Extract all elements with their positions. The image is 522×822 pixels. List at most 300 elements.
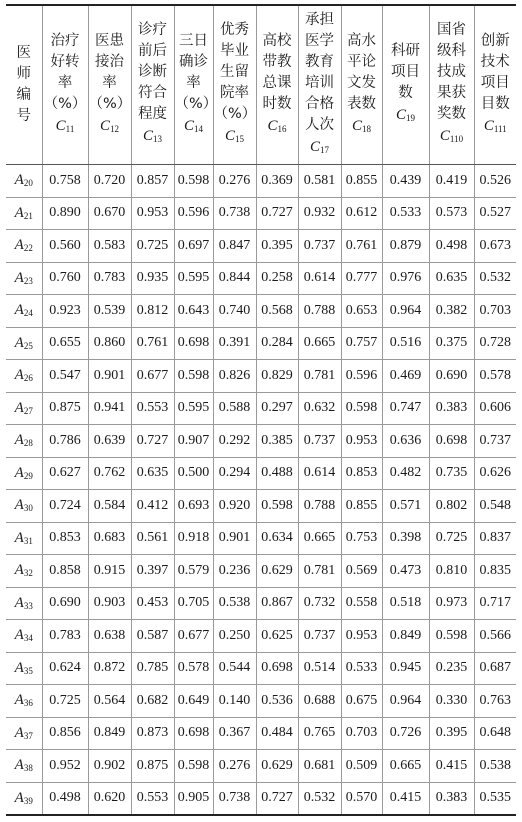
column-header-line: 培训 [305, 74, 334, 91]
physician-id-number: 37 [23, 730, 33, 741]
value-cell: 0.596 [174, 197, 213, 230]
physician-id-number: 21 [23, 210, 33, 221]
column-header-line: 医患 [95, 32, 124, 49]
value-cell: 0.853 [341, 457, 382, 490]
value-cell: 0.415 [429, 750, 474, 783]
physician-id-cell [6, 327, 42, 360]
value-cell: 0.727 [256, 782, 298, 815]
value-cell: 0.250 [213, 620, 256, 653]
physician-id-cell [6, 782, 42, 815]
value-cell: 0.923 [42, 295, 88, 328]
value-cell: 0.727 [131, 425, 174, 458]
value-cell: 0.276 [213, 750, 256, 783]
column-header-line: 平论 [347, 53, 376, 70]
value-cell: 0.777 [341, 262, 382, 295]
column-header-line: 人次 [305, 116, 334, 133]
column-header-line: 技术 [480, 53, 510, 70]
value-cell: 0.140 [213, 685, 256, 718]
value-cell: 0.725 [131, 230, 174, 263]
value-cell: 0.783 [88, 262, 131, 295]
physician-id-cell [6, 425, 42, 458]
column-header-line: 符合 [138, 85, 167, 101]
value-cell: 0.583 [88, 230, 131, 263]
value-cell: 0.578 [174, 652, 213, 685]
value-cell: 0.655 [42, 327, 88, 360]
column-header-line: 毕业 [220, 43, 249, 59]
column-header-line: 生留 [220, 64, 249, 80]
value-cell: 0.235 [429, 652, 474, 685]
physician-id-cell [6, 165, 42, 198]
column-header-line: 程度 [138, 106, 167, 122]
value-cell: 0.294 [213, 457, 256, 490]
physician-id-letter: A [14, 594, 24, 611]
column-header-c14 [174, 6, 218, 165]
value-cell: 0.382 [429, 295, 474, 328]
table-row [6, 490, 516, 523]
value-cell: 0.735 [429, 457, 474, 490]
column-code [342, 116, 382, 140]
value-cell: 0.785 [131, 652, 174, 685]
value-cell: 0.469 [382, 360, 429, 393]
value-cell: 0.705 [174, 587, 213, 620]
value-cell: 0.638 [88, 620, 131, 653]
value-cell: 0.890 [42, 197, 88, 230]
column-header-line: 率 [186, 74, 201, 91]
column-header-line: 诊断 [138, 64, 167, 80]
column-code-subscript: 13 [153, 134, 162, 144]
value-cell: 0.395 [256, 230, 298, 263]
value-cell: 0.581 [298, 165, 341, 198]
value-cell: 0.547 [42, 360, 88, 393]
value-cell: 0.903 [88, 587, 131, 620]
value-cell: 0.665 [298, 327, 341, 360]
value-cell: 0.902 [88, 750, 131, 783]
value-cell: 0.964 [382, 685, 429, 718]
physician-id-letter: A [14, 399, 24, 416]
column-code [175, 116, 213, 140]
value-cell: 0.629 [256, 750, 298, 783]
physician-id-letter: A [14, 659, 24, 676]
value-cell: 0.725 [429, 522, 474, 555]
physician-indicator-table [6, 6, 516, 816]
physician-id-letter: A [14, 302, 24, 319]
value-cell: 0.973 [429, 587, 474, 620]
value-cell: 0.849 [382, 620, 429, 653]
value-cell: 0.484 [256, 717, 298, 750]
value-cell: 0.367 [213, 717, 256, 750]
value-cell: 0.762 [88, 457, 131, 490]
value-cell: 0.915 [88, 555, 131, 588]
value-cell: 0.532 [298, 782, 341, 815]
column-code-letter: C [267, 117, 278, 134]
value-cell: 0.976 [382, 262, 429, 295]
physician-id-cell [6, 392, 42, 425]
value-cell: 0.553 [131, 392, 174, 425]
physician-id-letter: A [14, 464, 24, 481]
value-cell: 0.717 [474, 587, 516, 620]
value-cell: 0.737 [298, 230, 341, 263]
column-header-line: 院率 [220, 85, 249, 101]
value-cell: 0.598 [256, 490, 298, 523]
value-cell: 0.737 [474, 425, 516, 458]
value-cell: 0.369 [256, 165, 298, 198]
value-cell: 0.579 [174, 555, 213, 588]
value-cell: 0.516 [382, 327, 429, 360]
physician-id-number: 32 [23, 568, 33, 579]
value-cell: 0.857 [131, 165, 174, 198]
column-header-line: 三日 [179, 32, 208, 49]
column-code [257, 116, 298, 140]
physician-id-cell [6, 522, 42, 555]
column-code [383, 105, 429, 129]
column-header-line: （%） [213, 106, 257, 122]
value-cell: 0.747 [382, 392, 429, 425]
physician-id-cell [6, 197, 42, 230]
value-cell: 0.788 [298, 490, 341, 523]
physician-id-cell [6, 457, 42, 490]
value-cell: 0.627 [42, 457, 88, 490]
value-cell: 0.297 [256, 392, 298, 425]
value-cell: 0.761 [341, 230, 382, 263]
value-cell: 0.849 [88, 717, 131, 750]
value-cell: 0.587 [131, 620, 174, 653]
value-cell: 0.584 [88, 490, 131, 523]
column-code [132, 126, 174, 150]
value-cell: 0.670 [88, 197, 131, 230]
column-header-line: 数 [398, 85, 413, 101]
value-cell: 0.395 [429, 717, 474, 750]
value-cell: 0.677 [174, 620, 213, 653]
column-header-line: 确诊 [179, 53, 208, 70]
physician-id-number: 38 [23, 763, 33, 774]
value-cell: 0.665 [382, 750, 429, 783]
column-code-letter: C [439, 128, 450, 144]
value-cell: 0.728 [474, 327, 516, 360]
value-cell: 0.953 [341, 425, 382, 458]
value-cell: 0.653 [341, 295, 382, 328]
column-code-subscript: 110 [449, 134, 464, 144]
value-cell: 0.398 [382, 522, 429, 555]
column-code-subscript: 16 [277, 123, 287, 134]
value-cell: 0.639 [88, 425, 131, 458]
column-header-line: 率 [102, 74, 117, 91]
column-header-c13 [131, 6, 174, 165]
column-header-line: 接治 [95, 53, 124, 70]
value-cell: 0.901 [88, 360, 131, 393]
value-cell: 0.918 [174, 522, 213, 555]
physician-id-cell [6, 750, 42, 783]
value-cell: 0.553 [131, 782, 174, 815]
column-code-subscript: 11 [65, 123, 75, 134]
value-cell: 0.258 [256, 262, 298, 295]
value-cell: 0.625 [256, 620, 298, 653]
value-cell: 0.907 [174, 425, 213, 458]
value-cell: 0.941 [88, 392, 131, 425]
physician-id-letter: A [14, 237, 24, 254]
table-row [6, 717, 516, 750]
physician-id-number: 22 [23, 243, 33, 254]
physician-id-cell [6, 490, 42, 523]
column-header-line: 师 [16, 66, 31, 82]
value-cell: 0.375 [429, 327, 474, 360]
column-header-line: （%） [43, 95, 87, 112]
value-cell: 0.612 [341, 197, 382, 230]
physician-id-cell [6, 360, 42, 393]
value-cell: 0.624 [42, 652, 88, 685]
column-header-line: 奖数 [437, 106, 466, 122]
value-cell: 0.439 [382, 165, 429, 198]
column-code-subscript: 18 [362, 123, 371, 134]
table-row [6, 750, 516, 783]
value-cell: 0.683 [88, 522, 131, 555]
physician-id-letter: A [14, 529, 24, 546]
value-cell: 0.500 [174, 457, 213, 490]
value-cell: 0.284 [256, 327, 298, 360]
column-header-line: 前后 [138, 43, 167, 59]
table-row [6, 425, 516, 458]
column-header-c12 [88, 6, 131, 165]
column-code-letter: C [99, 117, 110, 134]
value-cell: 0.703 [341, 717, 382, 750]
value-cell: 0.453 [131, 587, 174, 620]
column-header-line: 合格 [305, 95, 334, 112]
column-header-c111 [474, 6, 516, 165]
value-cell: 0.526 [474, 165, 516, 198]
column-header-line: 创新 [480, 32, 510, 49]
column-header-line: 号 [16, 108, 31, 124]
physician-id-number: 35 [23, 665, 33, 676]
value-cell: 0.595 [174, 392, 213, 425]
value-cell: 0.330 [429, 685, 474, 718]
physician-id-number: 28 [23, 438, 33, 449]
value-cell: 0.753 [341, 522, 382, 555]
value-cell: 0.727 [256, 197, 298, 230]
value-cell: 0.598 [174, 360, 213, 393]
value-cell: 0.858 [42, 555, 88, 588]
table-row [6, 782, 516, 815]
value-cell: 0.810 [429, 555, 474, 588]
table-row [6, 165, 516, 198]
column-code [475, 116, 517, 140]
value-cell: 0.391 [213, 327, 256, 360]
column-code-letter: C [309, 138, 320, 155]
value-cell: 0.573 [429, 197, 474, 230]
physician-id-number: 34 [23, 633, 33, 644]
value-cell: 0.606 [474, 392, 516, 425]
value-cell: 0.488 [256, 457, 298, 490]
value-cell: 0.875 [42, 392, 88, 425]
physician-id-number: 25 [23, 340, 33, 351]
value-cell: 0.952 [42, 750, 88, 783]
value-cell: 0.665 [298, 522, 341, 555]
column-code-letter: C [395, 107, 406, 123]
value-cell: 0.703 [474, 295, 516, 328]
table-row [6, 685, 516, 718]
value-cell: 0.867 [256, 587, 298, 620]
value-cell: 0.737 [298, 620, 341, 653]
column-header-line: 高水 [347, 32, 376, 49]
value-cell: 0.397 [131, 555, 174, 588]
value-cell: 0.276 [213, 165, 256, 198]
value-cell: 0.292 [213, 425, 256, 458]
value-cell: 0.598 [174, 750, 213, 783]
value-cell: 0.539 [88, 295, 131, 328]
value-cell: 0.945 [382, 652, 429, 685]
value-cell: 0.872 [88, 652, 131, 685]
physician-id-letter: A [14, 757, 24, 774]
value-cell: 0.533 [341, 652, 382, 685]
value-cell: 0.544 [213, 652, 256, 685]
column-code-letter: C [483, 117, 494, 134]
physician-id-cell [6, 717, 42, 750]
physician-id-number: 29 [23, 470, 33, 481]
value-cell: 0.738 [213, 782, 256, 815]
value-cell: 0.690 [42, 587, 88, 620]
value-cell: 0.571 [382, 490, 429, 523]
value-cell: 0.860 [88, 327, 131, 360]
value-cell: 0.681 [298, 750, 341, 783]
column-code-subscript: 19 [406, 113, 415, 123]
column-header-line: （%） [174, 95, 218, 112]
value-cell: 0.698 [174, 327, 213, 360]
value-cell: 0.920 [213, 490, 256, 523]
physician-id-number: 36 [23, 698, 33, 709]
value-cell: 0.614 [298, 457, 341, 490]
physician-id-letter: A [14, 627, 24, 644]
table-row [6, 360, 516, 393]
value-cell: 0.498 [42, 782, 88, 815]
table-row [6, 327, 516, 360]
physician-id-letter: A [14, 432, 24, 449]
value-cell: 0.812 [131, 295, 174, 328]
value-cell: 0.598 [429, 620, 474, 653]
value-cell: 0.482 [382, 457, 429, 490]
value-cell: 0.953 [341, 620, 382, 653]
column-header-id [6, 6, 42, 165]
table-row [6, 457, 516, 490]
value-cell: 0.569 [341, 555, 382, 588]
value-cell: 0.763 [474, 685, 516, 718]
value-cell: 0.760 [42, 262, 88, 295]
value-cell: 0.649 [174, 685, 213, 718]
column-header-c15 [213, 6, 256, 165]
column-header-line: 级科 [437, 43, 466, 59]
column-header-c18 [341, 6, 382, 165]
value-cell: 0.527 [474, 197, 516, 230]
column-header-line: （%） [88, 95, 132, 112]
physician-id-letter: A [14, 269, 24, 286]
value-cell: 0.473 [382, 555, 429, 588]
column-header-line: 医 [16, 45, 31, 61]
value-cell: 0.844 [213, 262, 256, 295]
value-cell: 0.419 [429, 165, 474, 198]
table-row [6, 392, 516, 425]
column-header-line: 总课 [262, 74, 292, 91]
value-cell: 0.688 [298, 685, 341, 718]
value-cell: 0.533 [382, 197, 429, 230]
physician-id-cell [6, 652, 42, 685]
value-cell: 0.560 [42, 230, 88, 263]
column-code-subscript: 14 [194, 123, 203, 134]
value-cell: 0.548 [474, 490, 516, 523]
value-cell: 0.385 [256, 425, 298, 458]
physician-id-letter: A [14, 334, 24, 351]
value-cell: 0.236 [213, 555, 256, 588]
value-cell: 0.788 [298, 295, 341, 328]
physician-id-letter: A [14, 497, 24, 514]
value-cell: 0.905 [174, 782, 213, 815]
column-header-line: 时数 [262, 95, 292, 112]
value-cell: 0.879 [382, 230, 429, 263]
column-header-line: 医学 [305, 32, 334, 49]
table-row [6, 555, 516, 588]
column-header-line: 目数 [480, 95, 510, 112]
column-code-subscript: 15 [235, 134, 244, 144]
value-cell: 0.598 [174, 165, 213, 198]
column-header-line: 国省 [437, 22, 466, 38]
value-cell: 0.614 [298, 262, 341, 295]
column-header-line: 教育 [305, 53, 334, 70]
value-cell: 0.566 [474, 620, 516, 653]
value-cell: 0.635 [429, 262, 474, 295]
column-code-subscript: 17 [320, 144, 329, 155]
value-cell: 0.781 [298, 555, 341, 588]
column-header-line: 编 [16, 87, 31, 103]
value-cell: 0.620 [88, 782, 131, 815]
table-row [6, 522, 516, 555]
value-cell: 0.765 [298, 717, 341, 750]
column-header-c17 [298, 6, 341, 165]
physician-id-number: 23 [23, 275, 33, 286]
value-cell: 0.514 [298, 652, 341, 685]
physician-id-letter: A [14, 172, 24, 189]
value-cell: 0.740 [213, 295, 256, 328]
value-cell: 0.634 [256, 522, 298, 555]
table-body [6, 165, 516, 816]
value-cell: 0.855 [341, 165, 382, 198]
value-cell: 0.677 [131, 360, 174, 393]
value-cell: 0.783 [42, 620, 88, 653]
value-cell: 0.383 [429, 782, 474, 815]
value-cell: 0.847 [213, 230, 256, 263]
column-header-line: 承担 [305, 11, 334, 28]
column-header-line: 好转 [50, 53, 80, 70]
physician-id-number: 24 [23, 308, 33, 319]
column-header-line: 果获 [437, 85, 466, 101]
physician-id-cell [6, 685, 42, 718]
value-cell: 0.837 [474, 522, 516, 555]
physician-id-cell [6, 230, 42, 263]
table-row [6, 230, 516, 263]
physician-id-letter: A [14, 724, 24, 741]
value-cell: 0.855 [341, 490, 382, 523]
value-cell: 0.626 [474, 457, 516, 490]
table-row [6, 197, 516, 230]
value-cell: 0.538 [213, 587, 256, 620]
value-cell: 0.690 [429, 360, 474, 393]
physician-id-number: 27 [23, 405, 33, 416]
value-cell: 0.412 [131, 490, 174, 523]
value-cell: 0.737 [298, 425, 341, 458]
value-cell: 0.687 [474, 652, 516, 685]
value-cell: 0.682 [131, 685, 174, 718]
value-cell: 0.538 [474, 750, 516, 783]
value-cell: 0.578 [474, 360, 516, 393]
column-header-line: 治疗 [50, 32, 80, 49]
value-cell: 0.725 [42, 685, 88, 718]
value-cell: 0.698 [429, 425, 474, 458]
value-cell: 0.720 [88, 165, 131, 198]
